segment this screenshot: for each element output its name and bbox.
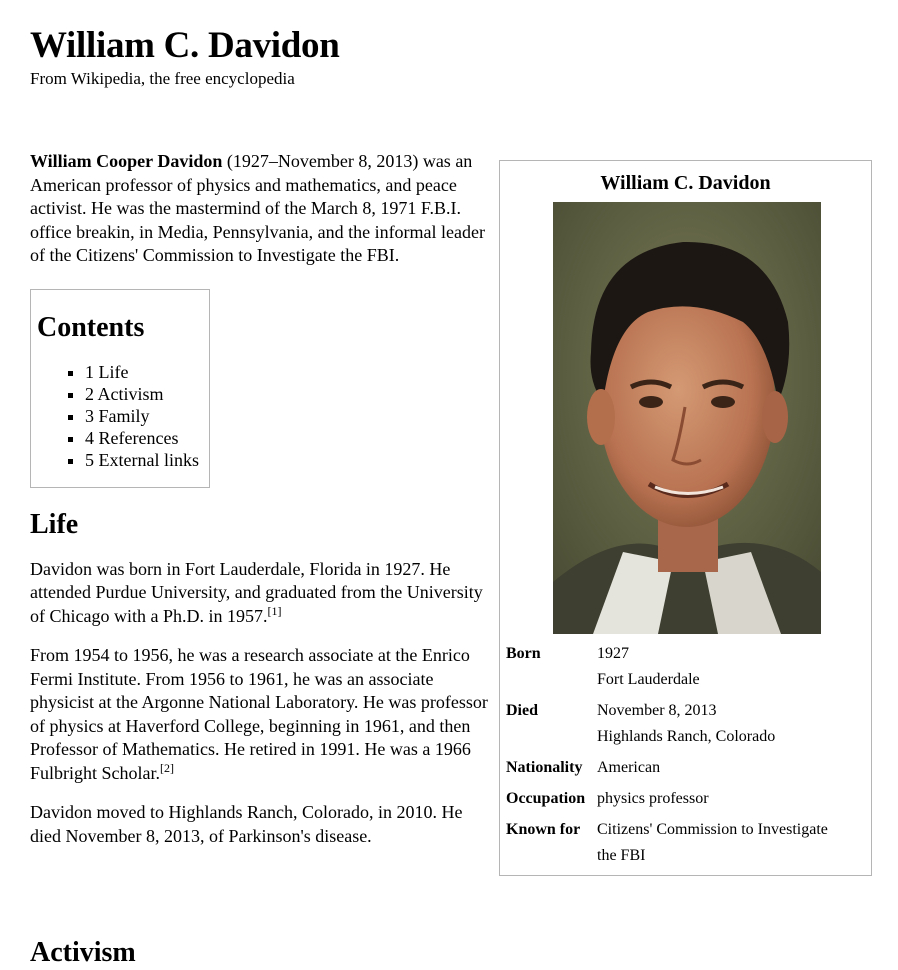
born-place xyxy=(597,667,828,693)
toc-item-references xyxy=(85,427,209,449)
infobox-value xyxy=(597,641,828,698)
toc-link-family[interactable]: 3 Family xyxy=(85,405,150,426)
toc-link-references[interactable]: 4 References xyxy=(85,427,179,448)
infobox-value xyxy=(597,698,828,755)
life-paragraph-3: Davidon moved to Highlands Ranch, Colorado, in 2010. He died November 8, 2013, of Parkinson's disease. xyxy=(30,802,463,846)
toc-link-activism[interactable]: 2 Activism xyxy=(85,383,164,404)
infobox-table xyxy=(506,641,828,874)
infobox xyxy=(499,160,872,876)
toc-item-family xyxy=(85,405,209,427)
toc-list xyxy=(37,361,209,471)
infobox-label: Died xyxy=(506,702,538,719)
infobox-label: Born xyxy=(506,645,541,662)
known-for-line-1: Citizens' Commission to Investigate xyxy=(597,821,828,838)
life-paragraph-1-text: Davidon was born in Fort Lauderdale, Florida in 1927. He attended Purdue University, and graduated from the University of Chicago with a Ph.D. in 1957. xyxy=(30,558,483,626)
toc-item-life xyxy=(85,361,209,383)
section-heading-life: Life xyxy=(30,508,79,540)
infobox-value: physics professor xyxy=(597,790,709,807)
section-heading-activism: Activism xyxy=(30,937,136,968)
toc-link-life[interactable]: 1 Life xyxy=(85,361,129,382)
highlands-ranch-link[interactable]: Highlands Ranch, Colorado xyxy=(597,728,776,745)
life-paragraph-2 xyxy=(30,644,488,785)
known-for-line-2: the FBI xyxy=(597,847,646,864)
fort-lauderdale-link[interactable]: Fort Lauderdale xyxy=(597,671,700,688)
infobox-label: Nationality xyxy=(506,759,583,776)
toc-item-activism xyxy=(85,383,209,405)
portrait-image xyxy=(553,202,821,634)
toc-link-external-links[interactable]: 5 External links xyxy=(85,449,199,470)
infobox-value xyxy=(597,817,828,874)
page-title: William C. Davidon xyxy=(30,25,340,66)
reference-link-1[interactable]: [1] xyxy=(267,603,282,618)
intro-bold-name: William Cooper Davidon xyxy=(30,151,223,171)
infobox-row-known-for xyxy=(506,817,828,874)
born-year: 1927 xyxy=(597,645,629,662)
infobox-title: William C. Davidon xyxy=(600,172,771,194)
intro-paragraph xyxy=(30,150,488,268)
life-paragraph-2-text: From 1954 to 1956, he was a research associate at the Enrico Fermi Institute. From 1956 to 1961, he was an associate physicist at the Argonne National Laboratory. He was professor of physics at Haverford College, beginning in 1961, and then Professor of Mathematics. He retired in 1991. He was a 1966 Fulbright Scholar. xyxy=(30,645,488,783)
infobox-row-nationality xyxy=(506,755,828,786)
article-body xyxy=(30,150,488,864)
portrait-photo[interactable] xyxy=(553,202,821,634)
citizens-commission-link[interactable] xyxy=(597,821,828,864)
died-date: November 8, 2013 xyxy=(597,702,717,719)
infobox-row-died xyxy=(506,698,828,755)
toc-title: Contents xyxy=(37,311,145,343)
infobox-label: Known for xyxy=(506,821,581,838)
infobox-label: Occupation xyxy=(506,790,586,807)
table-of-contents xyxy=(30,289,210,488)
tagline: From Wikipedia, the free encyclopedia xyxy=(30,69,295,88)
reference-link-2[interactable]: [2] xyxy=(160,760,174,775)
intro-text: (1927–November 8, 2013) was an American professor of physics and mathematics, and peace activist. He was the mastermind of the March 8, 1971 F.B.I. office breakin, in Media, Pennsylvania, and the informal leader of the Citizens' Commission to Investigate the FBI. xyxy=(30,151,486,265)
life-paragraph-1 xyxy=(30,558,488,629)
infobox-value: American xyxy=(597,759,661,776)
toc-item-external-links xyxy=(85,449,209,471)
infobox-row-occupation xyxy=(506,786,828,817)
infobox-row-born xyxy=(506,641,828,698)
died-place xyxy=(597,724,828,750)
